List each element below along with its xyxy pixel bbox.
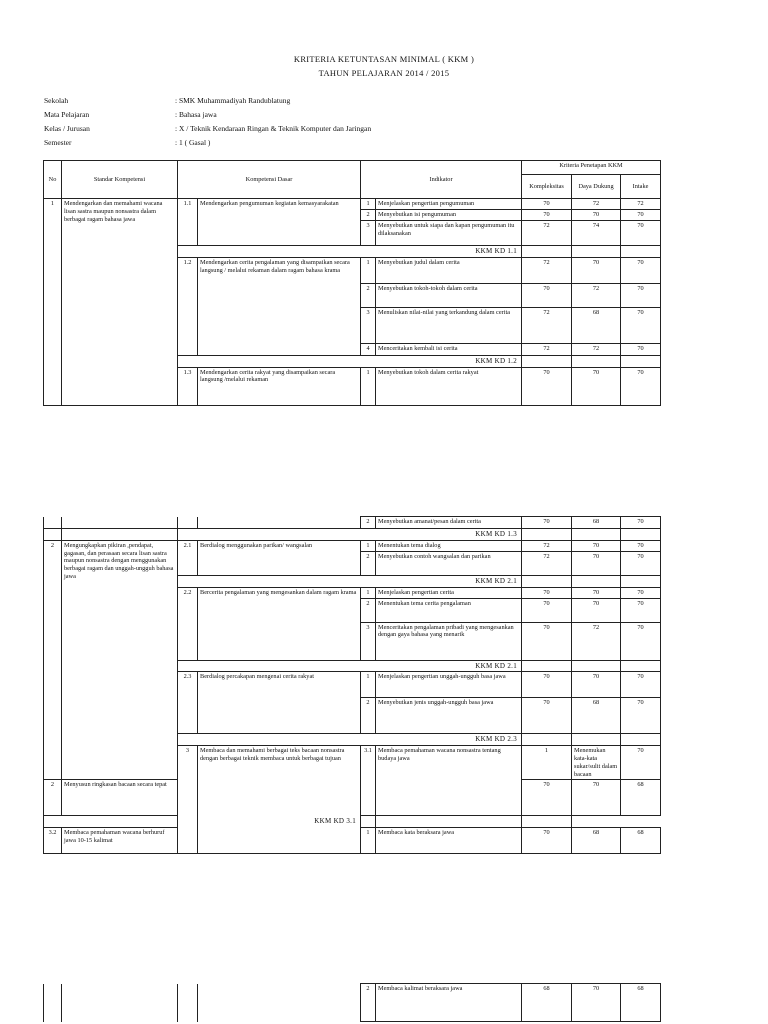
kkm-kd-label: KKM KD 3.1 (44, 816, 361, 828)
meta-value: : SMK Muhammadiyah Randublatung (175, 96, 291, 105)
kkm-summary-row (44, 816, 661, 828)
val-intake: 70 (621, 672, 661, 698)
val-daya-dukung: 70 (572, 367, 621, 405)
meta-value: : Bahasa jawa (175, 110, 217, 119)
ind-text: Membaca kalimat beraksara jawa (376, 984, 522, 1022)
sk-text: Membaca dan memahami berbagai teks bacaan nonsastra dengan berbagai teknik membaca untuk berbagai tujuan (198, 746, 361, 854)
kkm-summary-row (44, 529, 661, 541)
sk-text: Mendengarkan dan memahami wacana lisan sastra maupun nonsastra dalam berbagai ragam bahasa jawa (62, 199, 178, 406)
val-daya-dukung: 70 (572, 210, 621, 221)
val-intake: 70 (621, 587, 661, 598)
kkm-table-page3 (43, 983, 661, 1022)
kd-number: 3.1 (361, 746, 376, 816)
val-daya-dukung: 72 (572, 283, 621, 307)
continuation-cell (62, 984, 178, 1022)
ind-text: Menjelaskan pengertian cerita (376, 587, 522, 598)
val-kompleksitas: 70 (522, 780, 572, 816)
kd-number: 2.3 (178, 672, 198, 734)
val-kompleksitas: 70 (522, 517, 572, 529)
kkm-kd-label: KKM KD 2.1 (178, 575, 522, 587)
ind-number: 3 (361, 221, 376, 246)
val-kompleksitas: 72 (522, 551, 572, 575)
ind-text: Menjelaskan pengertian pengumuman (376, 199, 522, 210)
kd-text: Membaca pemahaman wacana nonsastra tentang budaya jawa (376, 746, 522, 816)
val-intake: 70 (621, 307, 661, 343)
ind-text: Menjelaskan pengertian unggah-ungguh basa jawa (376, 672, 522, 698)
val-kompleksitas: 72 (522, 540, 572, 551)
val-kompleksitas: 70 (522, 672, 572, 698)
val-intake: 72 (621, 199, 661, 210)
table-row (44, 517, 661, 529)
ind-text: Menceritakan kembali isi cerita (376, 343, 522, 355)
sk-number: 3 (178, 746, 198, 854)
kd-text: Bercerita pengalaman yang mengesankan dalam ragam krama (198, 587, 361, 660)
val-kompleksitas: 70 (522, 828, 572, 854)
val-daya-dukung: 74 (572, 221, 621, 246)
ind-text: Menyebutkan amanat/pesan dalam cerita (376, 517, 522, 529)
ind-text: Menyebutkan jenis unggah-ungguh basa jawa (376, 698, 522, 734)
val-kompleksitas: 70 (522, 367, 572, 405)
col-header-indikator: Indikator (361, 161, 522, 199)
ind-text: Membaca kata beraksara jawa (376, 828, 522, 854)
header-row (44, 161, 661, 175)
val-intake: 70 (621, 343, 661, 355)
ind-number: 2 (361, 517, 376, 529)
ind-text: Menentukan tema cerita pengalaman (376, 598, 522, 622)
val-intake: 70 (621, 540, 661, 551)
kd-number: 1.1 (178, 199, 198, 246)
val-kompleksitas: 70 (621, 746, 661, 780)
col-header-daya-dukung: Daya Dukung (572, 175, 621, 199)
val-kompleksitas: 72 (522, 221, 572, 246)
kkm-table-page2 (43, 516, 661, 854)
ind-text: Menentukan tema dialog (376, 540, 522, 551)
val-intake: 70 (621, 622, 661, 660)
ind-text: Menuliskan nilai-nilai yang terkandung dalam cerita (376, 307, 522, 343)
col-header-kriteria: Kriteria Penetapan KKM (522, 161, 661, 175)
val-daya-dukung: 70 (572, 672, 621, 698)
ind-text: Menyebutkan contoh wangsalan dan parikan (376, 551, 522, 575)
ind-number: 1 (361, 587, 376, 598)
val-intake: 70 (621, 367, 661, 405)
col-header-sk: Standar Kompetensi (62, 161, 178, 199)
continuation-cell (198, 984, 361, 1022)
val-intake: 70 (621, 221, 661, 246)
val-daya-dukung: 72 (572, 199, 621, 210)
ind-number: 3 (361, 307, 376, 343)
meta-label: Mata Pelajaran (44, 110, 90, 119)
kd-text: Membaca pemahaman wacana berhuruf jawa 10-15 kalimat (62, 828, 178, 854)
meta-value: : X / Teknik Kendaraan Ringan & Teknik Komputer dan Jaringan (175, 124, 372, 133)
ind-number: 1 (361, 540, 376, 551)
ind-number: 1 (361, 257, 376, 283)
ind-number: 2 (361, 210, 376, 221)
val-daya-dukung: 70 (572, 257, 621, 283)
val-kompleksitas: 72 (522, 307, 572, 343)
ind-text: Menemukan kata-kata sukar/sulit dalam bacaan (572, 746, 621, 780)
val-intake: 70 (621, 257, 661, 283)
kd-number: 1.3 (178, 367, 198, 405)
ind-text: Menyebutkan judul dalam cerita (376, 257, 522, 283)
ind-number: 3 (361, 622, 376, 660)
ind-number: 4 (361, 343, 376, 355)
ind-number: 2 (44, 780, 62, 816)
kd-number: 3.2 (44, 828, 62, 854)
val-daya-dukung: 68 (572, 698, 621, 734)
kkm-kd-label: KKM KD 1.2 (178, 355, 522, 367)
ind-number: 2 (361, 598, 376, 622)
kd-number: 2.2 (178, 587, 198, 660)
continuation-cell (178, 517, 198, 529)
continuation-cell (178, 984, 198, 1022)
ind-number: 1 (361, 199, 376, 210)
continuation-cell (198, 517, 361, 529)
ind-text: Menyebutkan tokoh dalam cerita rakyat (376, 367, 522, 405)
continuation-cell (44, 517, 62, 529)
val-intake: 70 (621, 283, 661, 307)
ind-text: Menyusun ringkasan bacaan secara tepat (62, 780, 178, 816)
val-daya-dukung: 68 (572, 307, 621, 343)
ind-number: 1 (361, 367, 376, 405)
kkm-table-page1 (43, 160, 661, 406)
val-daya-dukung: 70 (572, 551, 621, 575)
ind-text: Menyebutkan untuk siapa dan kapan pengumuman itu dilaksanakan (376, 221, 522, 246)
col-header-kd: Kompetensi Dasar (178, 161, 361, 199)
col-header-kompleksitas: Kompleksitas (522, 175, 572, 199)
meta-label: Sekolah (44, 96, 69, 105)
table-row (44, 540, 661, 551)
sk-number: 2 (44, 540, 62, 780)
kd-text: Berdialog percakapan mengenai cerita rakyat (198, 672, 361, 734)
val-daya-dukung: 72 (572, 622, 621, 660)
ind-number: 2 (361, 551, 376, 575)
kkm-kd-label: KKM KD 2.1 (178, 660, 522, 672)
kkm-kd-label: KKM KD 2.3 (178, 734, 522, 746)
val-kompleksitas: 70 (522, 210, 572, 221)
val-kompleksitas: 70 (522, 199, 572, 210)
ind-text: Menyebutkan isi pengumuman (376, 210, 522, 221)
continuation-cell (44, 984, 62, 1022)
val-intake: 70 (621, 210, 661, 221)
table-row (44, 199, 661, 210)
meta-value: : 1 ( Gasal ) (175, 138, 211, 147)
ind-text: Menyebutkan tokoh-tokoh dalam cerita (376, 283, 522, 307)
val-daya-dukung: 70 (572, 780, 621, 816)
sk-number: 1 (44, 199, 62, 406)
val-intake: 68 (621, 780, 661, 816)
kd-text: Mendengarkan cerita rakyat yang disampaikan secara langsung /melalui rekaman (198, 367, 361, 405)
kd-number: 2.1 (178, 540, 198, 575)
val-intake: 68 (621, 984, 661, 1022)
continuation-cell (62, 517, 178, 529)
val-daya-dukung: 70 (572, 984, 621, 1022)
col-header-no: No (44, 161, 62, 199)
val-daya-dukung: 70 (572, 540, 621, 551)
col-header-intake: Intake (621, 175, 661, 199)
table-row (44, 984, 661, 1022)
kd-text: Mendengarkan pengumuman kegiatan kemasyarakatan (198, 199, 361, 246)
ind-number: 1 (361, 828, 376, 854)
sk-text: Mengungkapkan pikiran ,pendapat, gagasan, dan perasaan secara lisan sastra maupun nonsastra dengan menggunakan berbagai ragam dan unggah-ungguh bahasa jawa (62, 540, 178, 780)
kkm-kd-label: KKM KD 1.1 (178, 246, 522, 258)
val-daya-dukung: 68 (572, 828, 621, 854)
kd-text: Mendengarkan cerita pengalaman yang disampaikan secara langsung / melalui rekaman dalam ragam bahasa krama (198, 257, 361, 355)
meta-label: Kelas / Jurusan (44, 124, 90, 133)
ind-number: 2 (361, 698, 376, 734)
document-title: KRITERIA KETUNTASAN MINIMAL ( KKM ) (293, 54, 475, 64)
ind-text: Menceritakan pengalaman pribadi yang mengesankan dengan gaya bahasa yang menarik (376, 622, 522, 660)
meta-label: Semester (44, 138, 72, 147)
val-daya-dukung: 70 (572, 598, 621, 622)
kd-text: Berdialog menggunakan parikan/ wangsalan (198, 540, 361, 575)
ind-number: 2 (361, 283, 376, 307)
val-kompleksitas: 72 (522, 257, 572, 283)
val-kompleksitas: 72 (522, 343, 572, 355)
kkm-kd-label: KKM KD 1.3 (178, 529, 522, 541)
val-daya-dukung: 72 (572, 343, 621, 355)
val-kompleksitas: 70 (522, 598, 572, 622)
ind-number: 2 (361, 984, 376, 1022)
val-intake: 70 (621, 517, 661, 529)
ind-number: 1 (361, 672, 376, 698)
val-intake: 70 (621, 551, 661, 575)
val-daya-dukung: 70 (572, 587, 621, 598)
ind-number: 1 (522, 746, 572, 780)
val-daya-dukung: 68 (572, 517, 621, 529)
document-subtitle: TAHUN PELAJARAN 2014 / 2015 (318, 68, 450, 78)
val-kompleksitas: 68 (522, 984, 572, 1022)
val-kompleksitas: 70 (522, 283, 572, 307)
val-intake: 70 (621, 598, 661, 622)
val-kompleksitas: 70 (522, 698, 572, 734)
kd-number: 1.2 (178, 257, 198, 355)
val-intake: 70 (621, 698, 661, 734)
val-kompleksitas: 70 (522, 622, 572, 660)
val-kompleksitas: 70 (522, 587, 572, 598)
val-intake: 68 (621, 828, 661, 854)
